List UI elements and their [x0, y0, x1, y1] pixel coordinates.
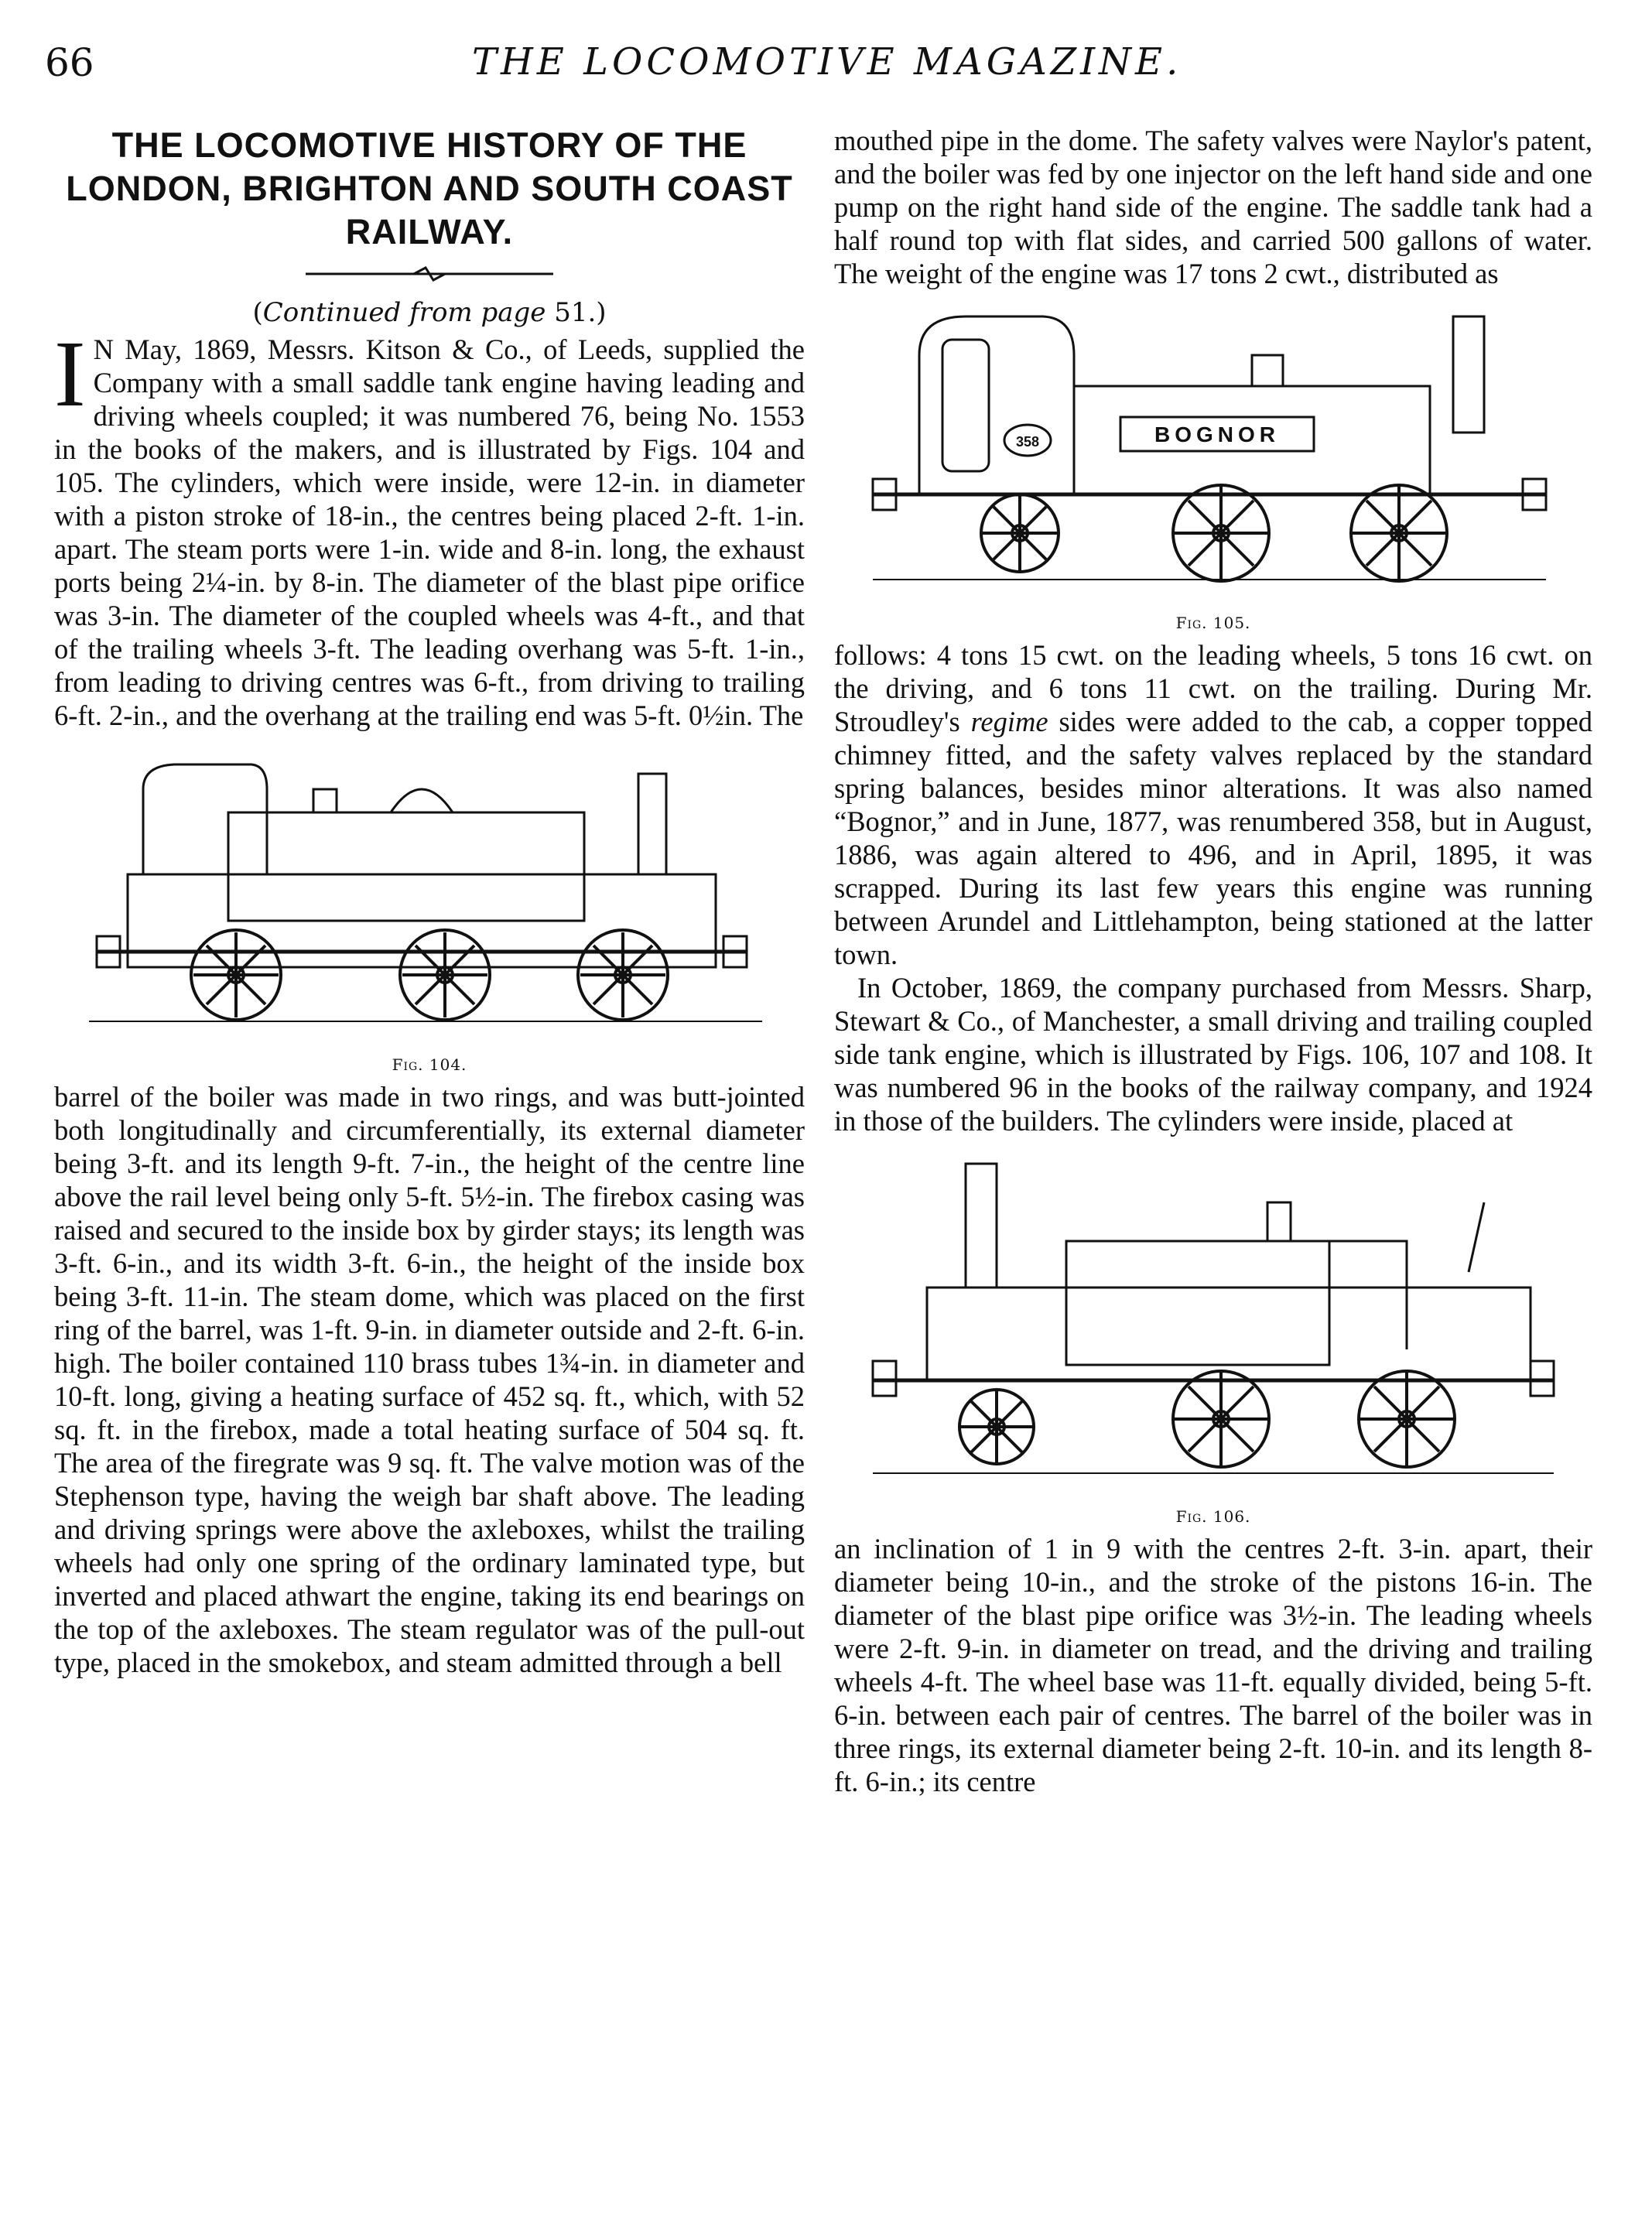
wheel-leading — [1351, 485, 1447, 581]
running-head: THE LOCOMOTIVE MAGAZINE. — [472, 40, 1182, 84]
page-number: 66 — [45, 40, 94, 85]
wheel-leading — [959, 1390, 1034, 1464]
figure-104-caption: Fig. 104. — [392, 1055, 467, 1074]
right-column — [834, 124, 1592, 1798]
drop-cap: I — [54, 322, 86, 426]
locomotive-saddle-tank-illustration — [81, 743, 778, 1052]
left-column — [54, 124, 805, 1679]
locomotive-side-tank-illustration — [865, 1148, 1561, 1504]
paragraph-weights-text-a: follows: 4 tons 15 cwt. on the leading wheels, 5 tons 16 cwt. on the driving, and 6 tons 11 cwt. on the trailing. During Mr. Stroudley's — [834, 639, 1592, 737]
paragraph-safety-valves: mouthed pipe in the dome. The safety valves were Naylor's patent, and the boiler was fed by one injector on the left hand side and one pump on the right hand side of the engine. The saddle tank had a half round top with flat sides, and carried 500 gallons of water. The weight of the engine was 17 tons 2 cwt., distributed as — [834, 125, 1592, 289]
regime-word: regime — [970, 706, 1048, 737]
paragraph-intro-text: N May, 1869, Messrs. Kitson & Co., of Leeds, supplied the Company with a small saddle tank engine having leading and driving wheels coupled; it was numbered 76, being No. 1553 in the books of the makers, and is illustrated by Figs. 104 and 105. The cylinders, which were inside, were 12-in. in diameter with a piston stroke of 18-in., the centres being placed 2-ft. 1-in. apart. The steam ports were 1-in. wide and 8-in. long, the exhaust ports being 2¼-in. by 8-in. The diameter of the blast pipe orifice was 3-in. The diameter of the coupled wheels was 4-ft., and that of the trailing wheels 3-ft. The leading overhang was 5-ft. 1-in., from leading to driving centres was 6-ft., from driving to trailing 6-ft. 2-in., and the overhang at the trailing end was 5-ft. 0½in. The — [54, 333, 805, 731]
engine-number-plate: 358 — [1015, 434, 1040, 450]
paragraph-sharp-stewart: In October, 1869, the company purchased from Messrs. Sharp, Stewart & Co., of Manchester, a small driving and trailing coupled side tank engine, which is illustrated by Figs. 106, 107 and 108. It was numbered 96 in the books of the railway company, and 1924 in those of the builders. The cylinders were inside, placed at — [834, 972, 1592, 1137]
figure-105 — [834, 301, 1592, 632]
article-title: THE LOCOMOTIVE HISTORY OF THE LONDON, BRIGHTON AND SOUTH COAST RAILWAY. — [66, 125, 793, 251]
paragraph-weights — [834, 638, 1592, 971]
wheel-driving — [1173, 485, 1269, 581]
paragraph-cylinders: an inclination of 1 in 9 with the centres 2-ft. 3-in. apart, their diameter being 10-in., and the stroke of the pistons 16-in. The diameter of the blast pipe orifice was 3½-in. The leading wheels were 2-ft. 9-in. in diameter on tread, and the driving and trailing wheels 4-ft. The wheel base was 11-ft. equally divided, being 5-ft. 6-in. between each pair of centres. The barrel of the boiler was in three rings, its external diameter being 2-ft. 10-in. and its length 8-ft. 6-in.; its centre — [834, 1533, 1592, 1797]
locomotive-bognor-illustration — [865, 301, 1561, 610]
paragraph-weights-text-b: sides were added to the cab, a copper topped chimney fitted, and the safety valves replaced by the standard spring balances, besides minor alterations. It was also named “Bognor,” and in June, 1877, was renumbered 358, but in August, 1886, was again altered to 496, and in April, 1895, it was scrapped. During its last few years this engine was running between Arundel and Littlehampton, being stationed at the latter town. — [834, 706, 1592, 970]
wheel-small — [981, 494, 1059, 572]
bognor-nameplate: BOGNOR — [1154, 422, 1280, 446]
figure-106-caption: Fig. 106. — [1175, 1507, 1251, 1526]
wheel-driving — [400, 930, 490, 1020]
continued-page: 51. — [554, 297, 597, 328]
wheel-leading — [578, 930, 668, 1020]
paragraph-intro — [54, 322, 805, 732]
paragraph-boiler: barrel of the boiler was made in two rings, and was butt-jointed both longitudinally and circumferentially, its external diameter being 3-ft. and its length 9-ft. 7-in., the height of the centre line above the rail level being only 5-ft. 5½-in. The firebox casing was raised and secured to the inside box by girder stays; its length was 3-ft. 6-in., and its width 3-ft. 6-in., the height of the inside box being 3-ft. 11-in. The steam dome, which was placed on the first ring of the barrel, was 1-ft. 9-in. in diameter outside and 2-ft. 6-in. high. The boiler contained 110 brass tubes 1¾-in. in diameter and 10-ft. long, giving a heating surface of 452 sq. ft., which, with 52 sq. ft. in the firebox, made a total heating surface of 504 sq. ft. The area of the firegrate was 9 sq. ft. The valve motion was of the Stephenson type, having the weigh bar shaft above. The leading and driving springs were above the axleboxes, whilst the trailing wheels had only one spring of the ordinary laminated type, but inverted and placed athwart the engine, taking its end bearings on the top of the axleboxes. The steam regulator was of the pull-out type, placed in the smokebox, and steam admitted through a bell — [54, 1081, 805, 1678]
title-ornament — [306, 265, 553, 283]
wheel-driving — [1173, 1371, 1269, 1467]
figure-105-caption: Fig. 105. — [1175, 614, 1251, 632]
figure-104 — [54, 743, 805, 1074]
continued-label: Continued from page — [262, 297, 546, 328]
wheel-trailing — [1359, 1371, 1455, 1467]
figure-106 — [834, 1148, 1592, 1526]
continued-note: (Continued from page 51.) — [252, 297, 607, 328]
wheel-trailing — [191, 930, 281, 1020]
